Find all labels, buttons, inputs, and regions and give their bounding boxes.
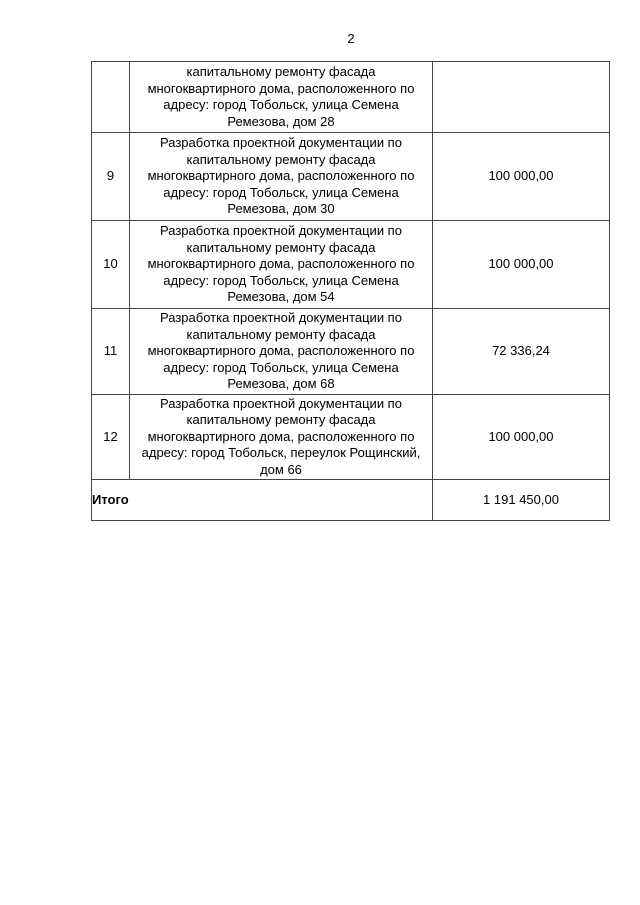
row-description: Разработка проектной документации по капитальному ремонту фасада многоквартирного дома, расположенного по адресу: город Тобольск, улица Семена Ремезова, дом 54 xyxy=(147,223,415,305)
total-amount: 1 191 450,00 xyxy=(483,491,559,507)
row-number-cell xyxy=(92,309,130,395)
row-amount-cell xyxy=(433,394,610,480)
row-description-cell xyxy=(130,62,433,133)
row-number: 10 xyxy=(103,256,118,272)
row-amount: 72 336,24 xyxy=(492,343,550,358)
row-amount-cell xyxy=(433,221,610,309)
row-description: Разработка проектной документации по капитальному ремонту фасада многоквартирного дома, расположенного по адресу: город Тобольск, улица Семена Ремезова, дом 68 xyxy=(147,310,415,391)
row-number: 9 xyxy=(106,168,115,184)
total-row xyxy=(92,480,610,521)
row-amount: 100 000,00 xyxy=(488,428,554,444)
row-amount-cell xyxy=(433,309,610,395)
table-row xyxy=(92,62,610,133)
page-number: 2 xyxy=(347,31,355,46)
total-label-cell xyxy=(92,480,433,521)
row-number-cell xyxy=(92,62,130,133)
row-description-cell xyxy=(130,394,433,480)
table-row xyxy=(92,133,610,221)
row-description: Разработка проектной документации по капитальному ремонту фасада многоквартирного дома, расположенного по адресу: город Тобольск, переулок Рощинский, дом 66 xyxy=(141,395,421,477)
estimate-table xyxy=(91,61,610,521)
row-amount-cell xyxy=(433,62,610,133)
row-number-cell xyxy=(92,133,130,221)
row-description: капитальному ремонту фасада многоквартирного дома, расположенного по адресу: город Тобольск, улица Семена Ремезова, дом 28 xyxy=(147,64,415,129)
row-number-cell xyxy=(92,221,130,309)
row-amount-cell xyxy=(433,133,610,221)
total-label: Итого xyxy=(92,491,129,507)
row-description: Разработка проектной документации по капитальному ремонту фасада многоквартирного дома, расположенного по адресу: город Тобольск, улица Семена Ремезова, дом 30 xyxy=(147,135,415,217)
row-number: 12 xyxy=(103,428,118,444)
row-number-cell xyxy=(92,394,130,480)
table-row xyxy=(92,309,610,395)
row-description-cell xyxy=(130,309,433,395)
total-amount-cell xyxy=(433,480,610,521)
table-row xyxy=(92,221,610,309)
row-amount: 100 000,00 xyxy=(488,256,554,272)
row-amount: 100 000,00 xyxy=(488,168,554,184)
row-number: 11 xyxy=(103,343,118,358)
row-description-cell xyxy=(130,133,433,221)
row-description-cell xyxy=(130,221,433,309)
table-row xyxy=(92,394,610,480)
